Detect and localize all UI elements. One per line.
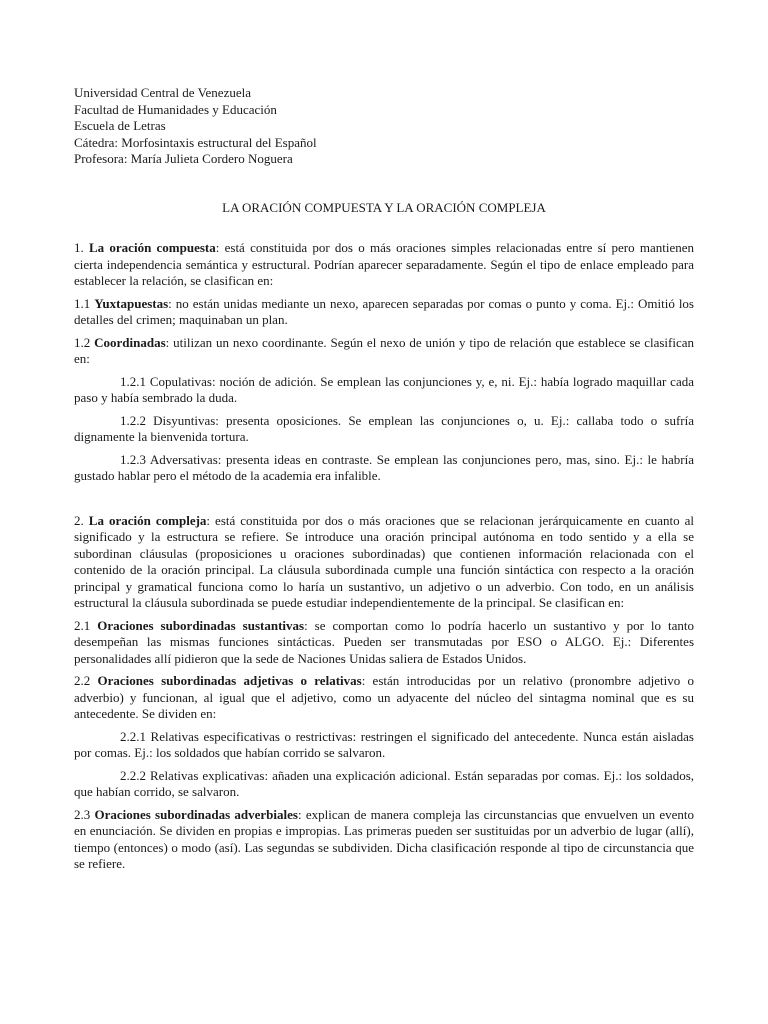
course-line: Cátedra: Morfosintaxis estructural del Español xyxy=(74,134,317,150)
section-text: : está constituida por dos o más oraciones simples relacionadas entre sí pero mantienen cierta independencia semántica y estructural. Podrían aparecer separadamente. Según el tipo de enlace empleado para establecer la relación, se clasifican en: xyxy=(74,240,695,288)
section-number: 1. xyxy=(74,240,89,255)
section-1-2-1-paragraph: 1.2.1 Copulativas: noción de adición. Se emplean las conjunciones y, e, ni. Ej.: había logrado maquillar cada paso y había sembrado la duda. xyxy=(74,373,694,405)
section-text: : explican de manera compleja las circunstancias que envuelven un evento en enunciación. Se dividen en propias e impropias. Las primeras pueden ser sustituidas por un adverbio de lugar (allí), tiempo (entonces) o modo (así). Las segundas se subdividen. Dicha clasificación responde al tipo de circunstancia que se refiere. xyxy=(74,806,695,871)
section-2-2-paragraph xyxy=(74,673,694,723)
section-2-1-paragraph xyxy=(74,618,694,668)
section-text: : está constituida por dos o más oraciones que se relacionan jerárquicamente en cuanto al significado y la estructura se refiere. Se introduce una oración principal autónoma en todo sentido y a ella se subordinan cláusulas (proposiciones u oraciones subordinadas) que contienen información relacionada con el contenido de la oración principal. La cláusula subordinada cumple una función sintáctica con respecto a la oración principal y gramatical funciona como lo haría un sustantivo, un adjetivo o un adverbio. Con todo, en un análisis estructural la cláusula subordinada se puede estudiar independientemente de la principal. Se clasifican en: xyxy=(74,512,695,610)
section-1-paragraph xyxy=(74,240,694,290)
section-text: : no están unidas mediante un nexo, aparecen separadas por comas o punto y coma. Ej.: Omitió los detalles del crimen; maquinaban un plan. xyxy=(74,295,694,327)
section-heading: La oración compuesta xyxy=(89,240,216,255)
section-number: 2.3 xyxy=(74,806,95,822)
section-2-3-paragraph xyxy=(74,807,694,873)
faculty-line: Facultad de Humanidades y Educación xyxy=(74,101,277,117)
document-title: LA ORACIÓN COMPUESTA Y LA ORACIÓN COMPLEJA xyxy=(222,199,546,215)
section-heading: Oraciones subordinadas adverbiales xyxy=(94,806,298,822)
section-number: 1.1 xyxy=(74,295,95,311)
document-header xyxy=(74,85,694,168)
section-2-paragraph xyxy=(74,513,694,612)
section-2-2-2-paragraph: 2.2.2 Relativas explicativas: añaden una explicación adicional. Están separadas por comas. Ej.: los soldados, que habían corrido, se salvaron. xyxy=(74,767,694,799)
section-number: 2. xyxy=(74,512,89,528)
university-line: Universidad Central de Venezuela xyxy=(74,85,251,100)
section-heading: Oraciones subordinadas adjetivas o relativas xyxy=(97,673,362,688)
section-heading: Oraciones subordinadas sustantivas xyxy=(97,617,305,633)
section-text: : se comportan como lo podría hacerlo un sustantivo y por lo tanto desempeñan las mismas funciones sintácticas. Pueden ser transmutadas por ESO o ALGO. Ej.: Diferentes personalidades allí pidieron que la sede de Naciones Unidas saliera de Estados Unidos. xyxy=(74,617,694,666)
section-1-1-paragraph xyxy=(74,296,694,329)
section-number: 2.1 xyxy=(74,617,98,633)
section-1-2-paragraph xyxy=(74,335,694,368)
section-heading: La oración compleja xyxy=(88,512,207,528)
section-1-2-3-paragraph: 1.2.3 Adversativas: presenta ideas en contraste. Se emplean las conjunciones pero, mas, sino. Ej.: le habría gustado hablar pero el método de la academia era infalible. xyxy=(74,451,694,483)
section-text: : utilizan un nexo coordinante. Según el nexo de unión y tipo de relación que establece se clasifican en: xyxy=(74,334,694,366)
section-number: 1.2 xyxy=(74,334,95,350)
section-heading: Coordinadas xyxy=(94,334,166,350)
section-number: 2.2 xyxy=(74,673,98,688)
section-text: : están introducidas por un relativo (pronombre adjetivo o adverbio) y funcionan, al igual que el adjetivo, como un adyacente del núcleo del sintagma nominal que es su antecedente. Se dividen en: xyxy=(74,673,695,721)
section-2-2-1-paragraph: 2.2.1 Relativas especificativas o restrictivas: restringen el significado del antecedente. Nunca están aisladas por comas. Ej.: los soldados que habían corrido se salvaron. xyxy=(74,728,694,760)
section-heading: Yuxtapuestas xyxy=(94,295,169,311)
section-spacer xyxy=(74,491,694,513)
section-1-2-2-paragraph: 1.2.2 Disyuntivas: presenta oposiciones. Se emplean las conjunciones o, u. Ej.: callaba todo o sufría dignamente la bienvenida tortura. xyxy=(74,412,694,444)
school-line: Escuela de Letras xyxy=(74,118,166,133)
professor-line: Profesora: María Julieta Cordero Noguera xyxy=(74,151,293,166)
